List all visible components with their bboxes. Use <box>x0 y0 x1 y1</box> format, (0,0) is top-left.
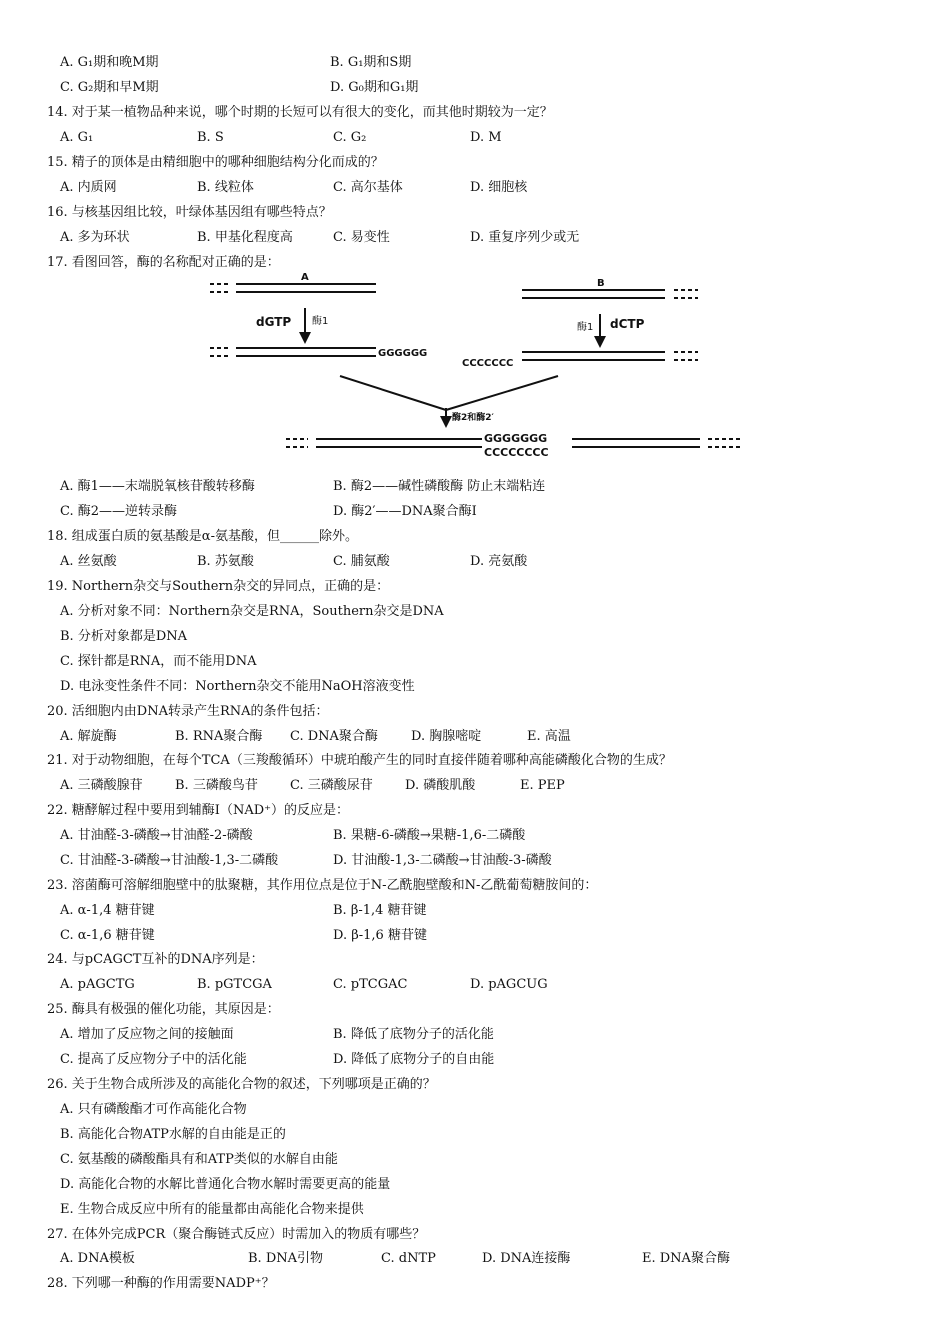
q21-option-a: A. 三磷酸腺苷 <box>60 778 143 793</box>
q15-option-c: C. 高尔基体 <box>333 180 403 195</box>
q20-option-a: A. 解旋酶 <box>60 729 117 744</box>
q20-option-e: E. 高温 <box>527 729 571 744</box>
question-26-stem: 26. 关于生物合成所涉及的高能化合物的叙述，下列哪项是正确的？ <box>47 1077 436 1092</box>
g-tail-label: GGGGGG <box>378 348 428 359</box>
q18-option-d: D. 亮氨酸 <box>470 554 528 569</box>
q24-option-b: B. pGTCGA <box>197 977 272 992</box>
q13-option-a: A. G₁期和晚M期 <box>60 55 159 70</box>
enzyme2-label: 酶2和酶2′ <box>452 413 494 423</box>
q18-option-b: B. 苏氨酸 <box>197 554 254 569</box>
q22-option-d: D. 甘油酸-1,3-二磷酸→甘油酸-3-磷酸 <box>333 853 552 868</box>
q27-option-b: B. DNA引物 <box>248 1251 324 1266</box>
enzyme1-left-label: 酶1 <box>312 316 329 327</box>
q13-option-d: D. G₀期和G₁期 <box>330 80 419 95</box>
q21-option-e: E. PEP <box>520 778 565 793</box>
q19-option-d: D. 电泳变性条件不同：Northern杂交不能用NaOH溶液变性 <box>60 679 415 694</box>
q20-option-d: D. 胸腺嘧啶 <box>411 729 482 744</box>
q19-option-c: C. 探针都是RNA，而不能用DNA <box>60 654 257 669</box>
q17-option-b: B. 酶2——碱性磷酸酶 防止末端粘连 <box>333 479 546 494</box>
q13-option-b: B. G₁期和S期 <box>330 55 412 70</box>
question-19-stem: 19. Northern杂交与Southern杂交的异同点，正确的是： <box>47 579 390 594</box>
q27-option-a: A. DNA模板 <box>60 1251 135 1266</box>
q22-option-b: B. 果糖-6-磷酸→果糖-1,6-二磷酸 <box>333 828 526 843</box>
question-20-stem: 20. 活细胞内由DNA转录产生RNA的条件包括： <box>47 704 329 719</box>
dgtp-label: dGTP <box>256 315 292 329</box>
q23-option-c: C. α-1,6 糖苷键 <box>60 928 155 943</box>
q16-option-c: C. 易变性 <box>333 230 390 245</box>
q20-option-b: B. RNA聚合酶 <box>175 729 263 744</box>
q22-option-c: C. 甘油醛-3-磷酸→甘油酸-1,3-二磷酸 <box>60 853 279 868</box>
q19-option-a: A. 分析对象不同：Northern杂交是RNA，Southern杂交是DNA <box>60 604 444 619</box>
q18-option-c: C. 脯氨酸 <box>333 554 390 569</box>
q20-option-c: C. DNA聚合酶 <box>290 729 378 744</box>
q21-option-d: D. 磷酸肌酸 <box>405 778 476 793</box>
q24-option-a: A. pAGCTG <box>60 977 135 992</box>
enzyme1-right-label: 酶1 <box>577 322 594 333</box>
q26-option-a: A. 只有磷酸酯才可作高能化合物 <box>60 1102 247 1117</box>
final-c-label: CCCCCCCC <box>484 446 549 459</box>
q14-option-b: B. S <box>197 130 224 145</box>
q24-option-c: C. pTCGAC <box>333 977 408 992</box>
dctp-label: dCTP <box>610 317 645 331</box>
c-tail-label: CCCCCCC <box>462 358 514 369</box>
q23-option-a: A. α-1,4 糖苷键 <box>60 903 155 918</box>
q13-option-c: C. G₂期和早M期 <box>60 80 159 95</box>
question-17-stem: 17. 看图回答，酶的名称配对正确的是： <box>47 255 280 270</box>
q14-option-a: A. G₁ <box>60 130 94 145</box>
q19-option-b: B. 分析对象都是DNA <box>60 629 188 644</box>
q26-option-d: D. 高能化合物的水解比普通化合物水解时需要更高的能量 <box>60 1177 391 1192</box>
q25-option-c: C. 提高了反应物分子中的活化能 <box>60 1052 247 1067</box>
q14-option-d: D. M <box>470 130 502 145</box>
final-g-label: GGGGGGG <box>484 432 548 445</box>
question-21-stem: 21. 对于动物细胞，在每个TCA（三羧酸循环）中琥珀酸产生的同时直接伴随着哪种高能磷酸化合物的生成？ <box>47 753 672 768</box>
q15-option-d: D. 细胞核 <box>470 180 528 195</box>
q27-option-c: C. dNTP <box>381 1251 436 1266</box>
question-25-stem: 25. 酶具有极强的催化功能，其原因是： <box>47 1002 280 1017</box>
question-27-stem: 27. 在体外完成PCR（聚合酶链式反应）时需加入的物质有哪些？ <box>47 1227 426 1242</box>
question-16-stem: 16. 与核基因组比较，叶绿体基因组有哪些特点？ <box>47 205 332 220</box>
q21-option-b: B. 三磷酸鸟苷 <box>175 778 258 793</box>
q23-option-d: D. β-1,6 糖苷键 <box>333 928 427 943</box>
q14-option-c: C. G₂ <box>333 130 367 145</box>
q17-option-d: D. 酶2′——DNA聚合酶Ⅰ <box>333 504 477 519</box>
q27-option-d: D. DNA连接酶 <box>482 1251 571 1266</box>
label-a: A <box>301 272 309 283</box>
q17-option-a: A. 酶1——末端脱氧核苷酸转移酶 <box>60 479 255 494</box>
question-22-stem: 22. 糖酵解过程中要用到辅酶Ⅰ（NAD⁺）的反应是： <box>47 803 349 818</box>
question-24-stem: 24. 与pCAGCT互补的DNA序列是： <box>47 952 264 967</box>
q21-option-c: C. 三磷酸尿苷 <box>290 778 373 793</box>
enzyme-diagram <box>200 270 760 470</box>
q15-option-a: A. 内质网 <box>60 180 117 195</box>
q18-option-a: A. 丝氨酸 <box>60 554 117 569</box>
q22-option-a: A. 甘油醛-3-磷酸→甘油醛-2-磷酸 <box>60 828 253 843</box>
question-18-stem: 18. 组成蛋白质的氨基酸是α-氨基酸，但______除外。 <box>47 529 358 544</box>
q27-option-e: E. DNA聚合酶 <box>642 1251 730 1266</box>
q26-option-c: C. 氨基酸的磷酸酯具有和ATP类似的水解自由能 <box>60 1152 338 1167</box>
question-15-stem: 15. 精子的顶体是由精细胞中的哪种细胞结构分化而成的？ <box>47 155 384 170</box>
q25-option-d: D. 降低了底物分子的自由能 <box>333 1052 495 1067</box>
q25-option-a: A. 增加了反应物之间的接触面 <box>60 1027 234 1042</box>
question-28-stem: 28. 下列哪一种酶的作用需要NADP⁺？ <box>47 1276 275 1291</box>
q26-option-e: E. 生物合成反应中所有的能量都由高能化合物来提供 <box>60 1202 364 1217</box>
label-b: B <box>597 278 605 289</box>
q15-option-b: B. 线粒体 <box>197 180 254 195</box>
q16-option-b: B. 甲基化程度高 <box>197 230 293 245</box>
q26-option-b: B. 高能化合物ATP水解的自由能是正的 <box>60 1127 286 1142</box>
q25-option-b: B. 降低了底物分子的活化能 <box>333 1027 494 1042</box>
question-14-stem: 14. 对于某一植物品种来说，哪个时期的长短可以有很大的变化，而其他时期较为一定？ <box>47 105 553 120</box>
q24-option-d: D. pAGCUG <box>470 977 548 992</box>
q23-option-b: B. β-1,4 糖苷键 <box>333 903 427 918</box>
q16-option-a: A. 多为环状 <box>60 230 130 245</box>
q16-option-d: D. 重复序列少或无 <box>470 230 580 245</box>
question-23-stem: 23. 溶菌酶可溶解细胞壁中的肽聚糖，其作用位点是位于N-乙酰胞壁酸和N-乙酰葡萄糖胺间的： <box>47 878 598 893</box>
q17-option-c: C. 酶2——逆转录酶 <box>60 504 178 519</box>
